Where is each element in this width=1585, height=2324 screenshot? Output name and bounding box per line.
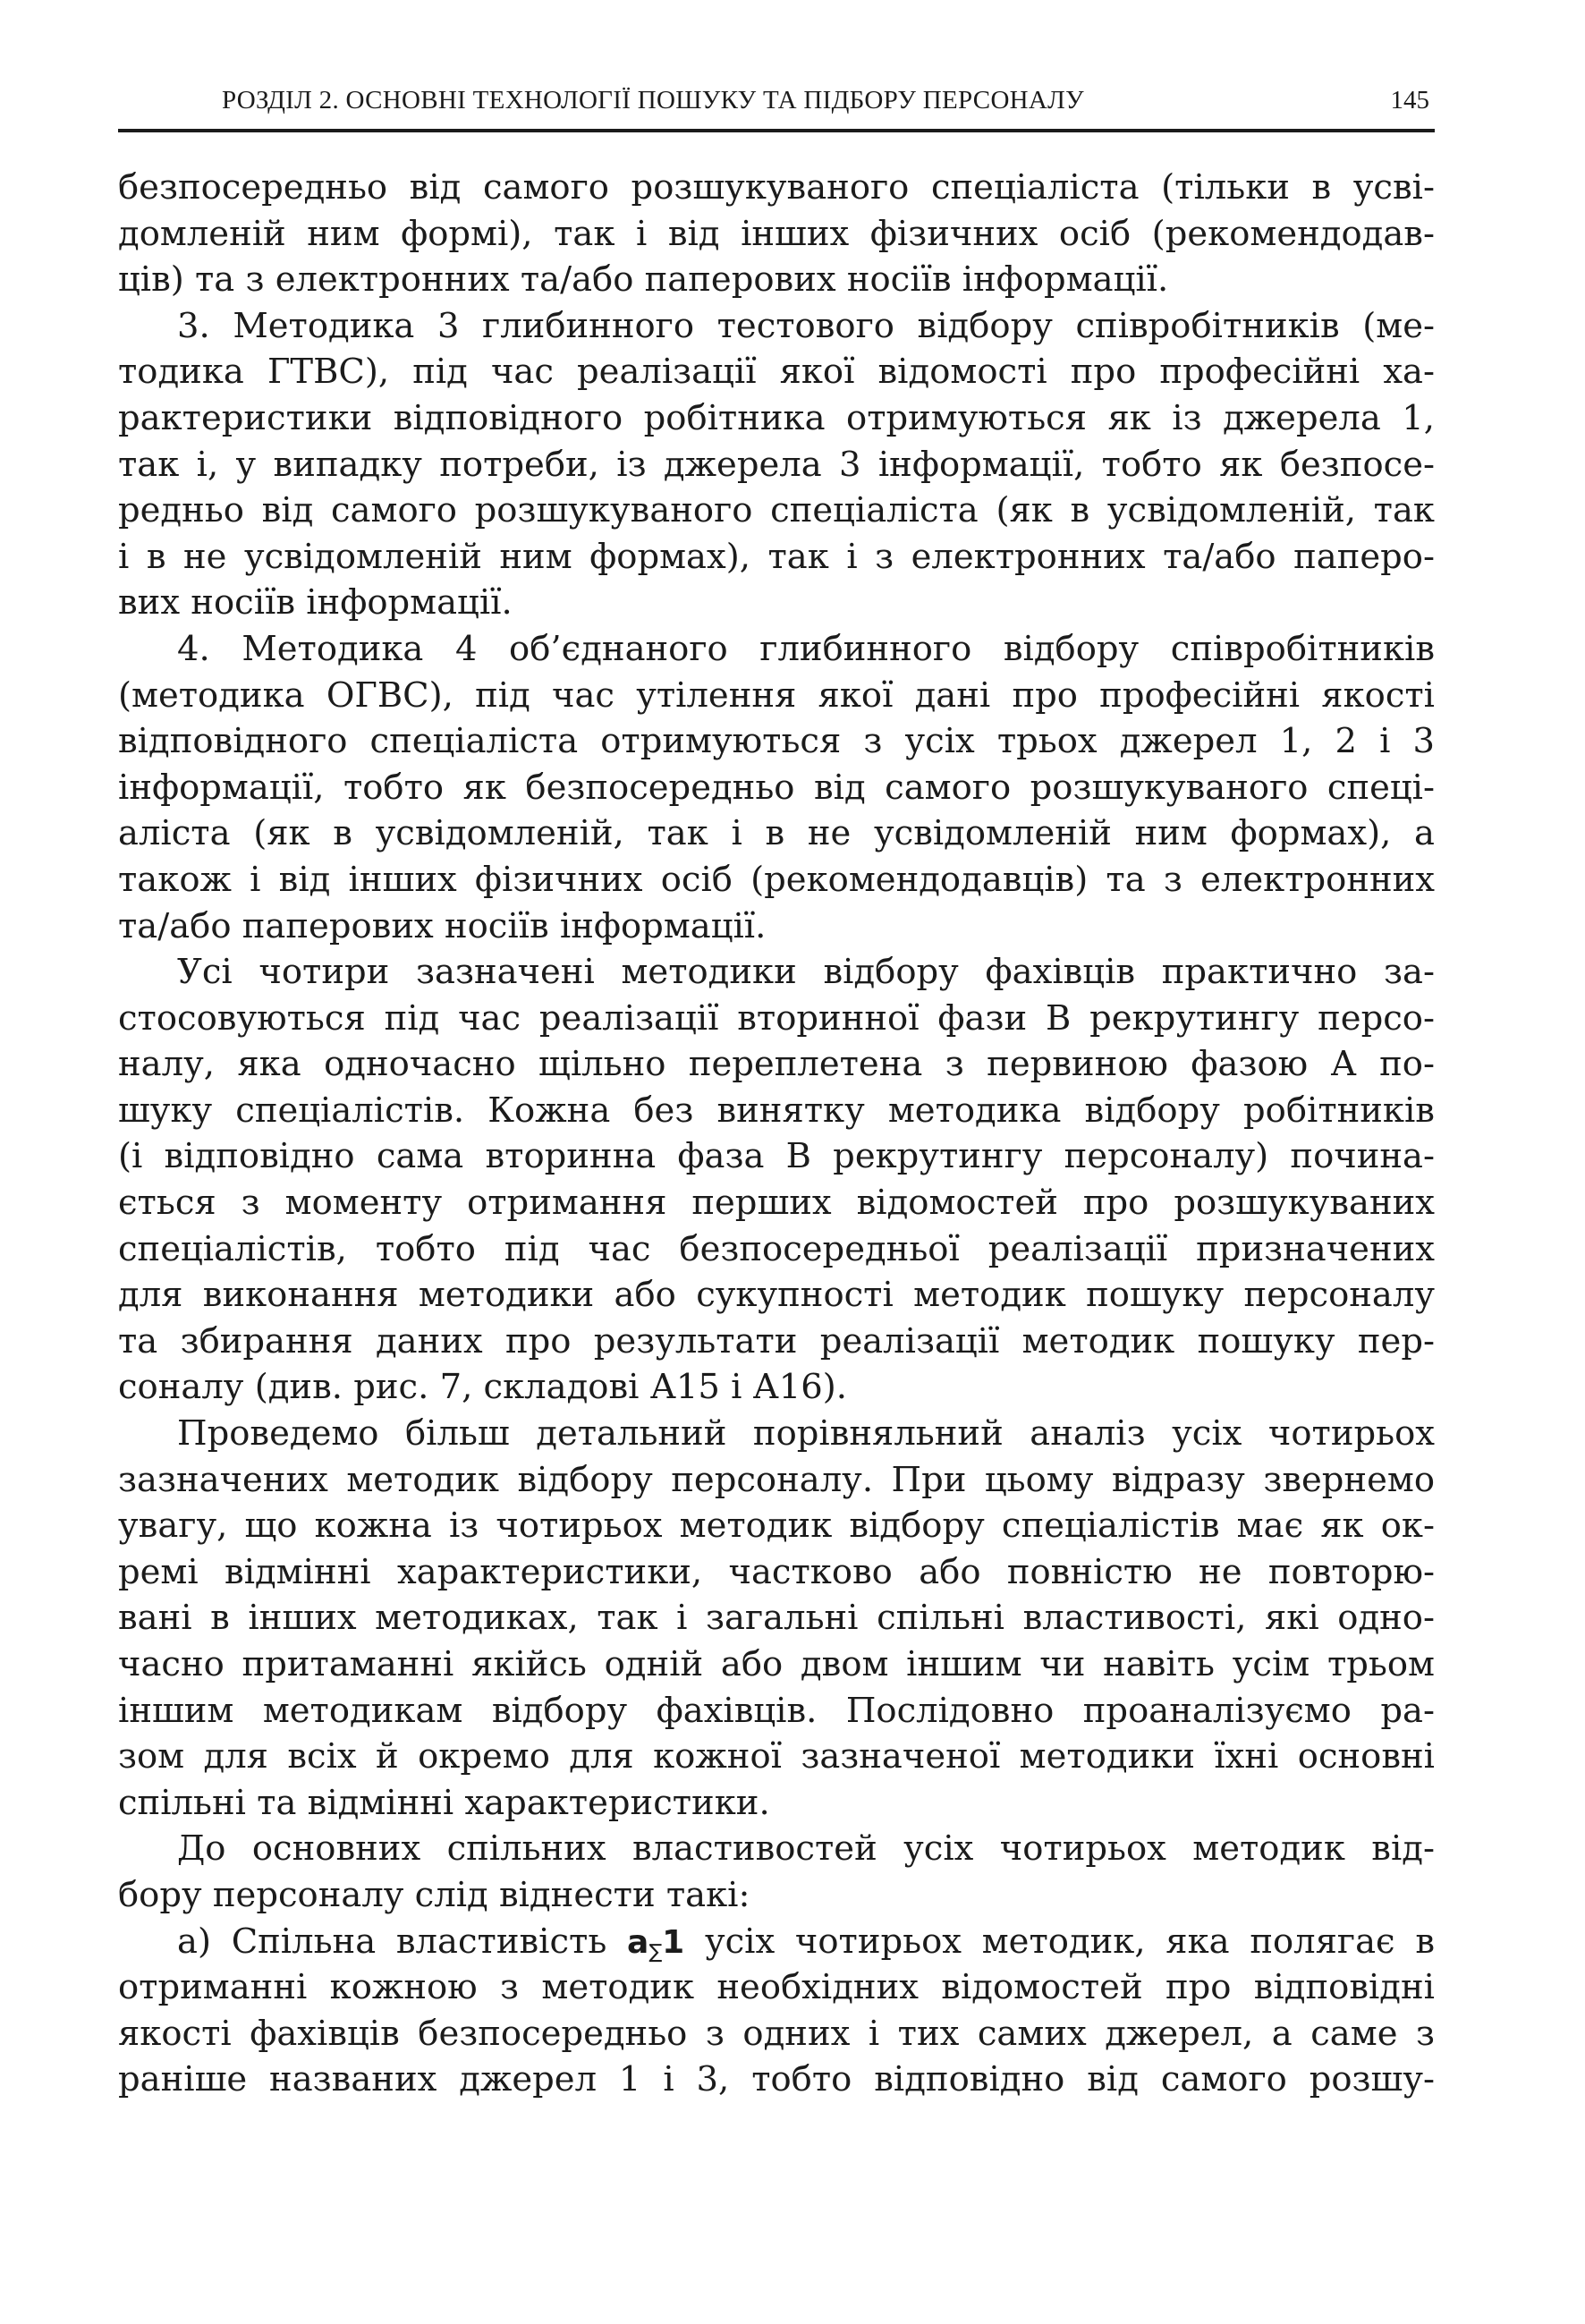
property-symbol-letter: a [627,1923,649,1961]
text-line: для виконання методики або сукупності методик пошуку персоналу [118,1275,1435,1316]
text-line: аліста (як в усвідомленій, так і в не усвідомленій ним формах), а [118,813,1435,854]
text-line: зазначених методик відбору персоналу. При цьому відразу звернемо [118,1459,1435,1500]
property-symbol [627,1923,685,1964]
text-line: стосовуються під час реалізації вторинної фази В рекрутингу персо- [118,997,1435,1039]
text-line: також і від інших фізичних осіб (рекомендодавців) та з електронних [118,859,1435,900]
body-text [118,165,1435,2103]
chapter-title: РОЗДІЛ 2. ОСНОВНІ ТЕХНОЛОГІЇ ПОШУКУ ТА ПІДБОРУ ПЕРСОНАЛУ [222,86,1084,115]
text-line: шуку спеціалістів. Кожна без винятку методика відбору робітників [118,1090,1435,1131]
text-line: та збирання даних про результати реалізації методик пошуку пер- [118,1320,1435,1361]
page-number: 145 [1390,86,1429,115]
text-line: інформації, тобто як безпосередньо від самого розшукуваного спеці- [118,767,1435,808]
text-line: та/або паперових носіїв інформації. [118,905,767,946]
text-line: До основних спільних властивостей усіх чотирьох методик від- [177,1828,1435,1870]
text-line: безпосередньо від самого розшукуваного спеціаліста (тільки в усві- [118,167,1435,208]
text-line: бору персоналу слід віднести такі: [118,1874,750,1915]
text-line: вих носіїв інформації. [118,582,513,623]
text-line: і в не усвідомленій ним формах), так і з електронних та/або паперо- [118,536,1435,577]
text-line: 3. Методика 3 глибинного тестового відбору співробітників (ме- [177,305,1435,346]
text-line: зом для всіх й окремо для кожної зазначеної методики їхні основні [118,1736,1435,1777]
property-symbol-index: 1 [662,1923,685,1961]
text-line: соналу (див. рис. 7, складові А15 і А16). [118,1367,848,1408]
text-line: часно притаманні якійсь одній або двом іншим чи навіть усім трьом [118,1644,1435,1684]
text-line: (і відповідно сама вторинна фаза В рекрутингу персоналу) почина- [118,1136,1435,1177]
text-line: ремі відмінні характеристики, частково або повністю не повторю- [118,1551,1435,1592]
text-line: тодика ГТВС), під час реалізації якої відомості про професійні ха- [118,352,1435,393]
text-line: вані в інших методиках, так і загальні спільні властивості, які одно- [118,1598,1435,1639]
text-line: (методика ОГВС), під час утілення якої дані про професійні якості [118,674,1435,716]
text-line: ється з моменту отримання перших відомостей про розшукуваних [118,1183,1435,1224]
property-symbol-subscript: ∑ [648,1940,663,1964]
text-line: спеціалістів, тобто під час безпосередньої реалізації призначених [118,1228,1435,1269]
text-line: отриманні кожною з методик необхідних відомостей про відповідні [118,1967,1435,2008]
text-line: 4. Методика 4 об’єднаного глибинного відбору співробітників [177,628,1435,669]
text-line: рактеристики відповідного робітника отримуються як із джерела 1, [118,397,1435,438]
text-line: редньо від самого розшукуваного спеціаліста (як в усвідомленій, так [118,490,1435,531]
text-line: так і, у випадку потреби, із джерела 3 інформації, тобто як безпосе- [118,444,1435,485]
text-line: Усі чотири зазначені методики відбору фахівців практично за- [177,952,1435,993]
text-line: увагу, що кожна із чотирьох методик відбору спеціалістів має як ок- [118,1506,1435,1547]
text-line: спільні та відмінні характеристики. [118,1782,770,1823]
text-line: якості фахівців безпосередньо з одних і тих самих джерел, а саме з [118,2013,1435,2054]
text-line: домленій ним формі), так і від інших фізичних осіб (рекомендодав- [118,213,1435,254]
text-line: Проведемо більш детальний порівняльний аналіз усіх чотирьох [177,1413,1435,1455]
text-line: налу, яка одночасно щільно переплетена з первиною фазою А по- [118,1044,1435,1085]
formula-line [118,1919,1435,1965]
text-line: раніше названих джерел 1 і 3, тобто відповідно від самого розшу- [118,2059,1435,2100]
text-line: іншим методикам відбору фахівців. Послідовно проаналізуємо ра- [118,1690,1435,1731]
running-header [118,82,1435,132]
text-line: ців) та з електронних та/або паперових носіїв інформації. [118,259,1169,301]
formula-text-before: а) Спільна властивість [177,1921,628,1962]
formula-text-after: усіх чотирьох методик, яка полягає в [684,1921,1435,1962]
text-line: відповідного спеціаліста отримуються з усіх трьох джерел 1, 2 і 3 [118,721,1435,762]
